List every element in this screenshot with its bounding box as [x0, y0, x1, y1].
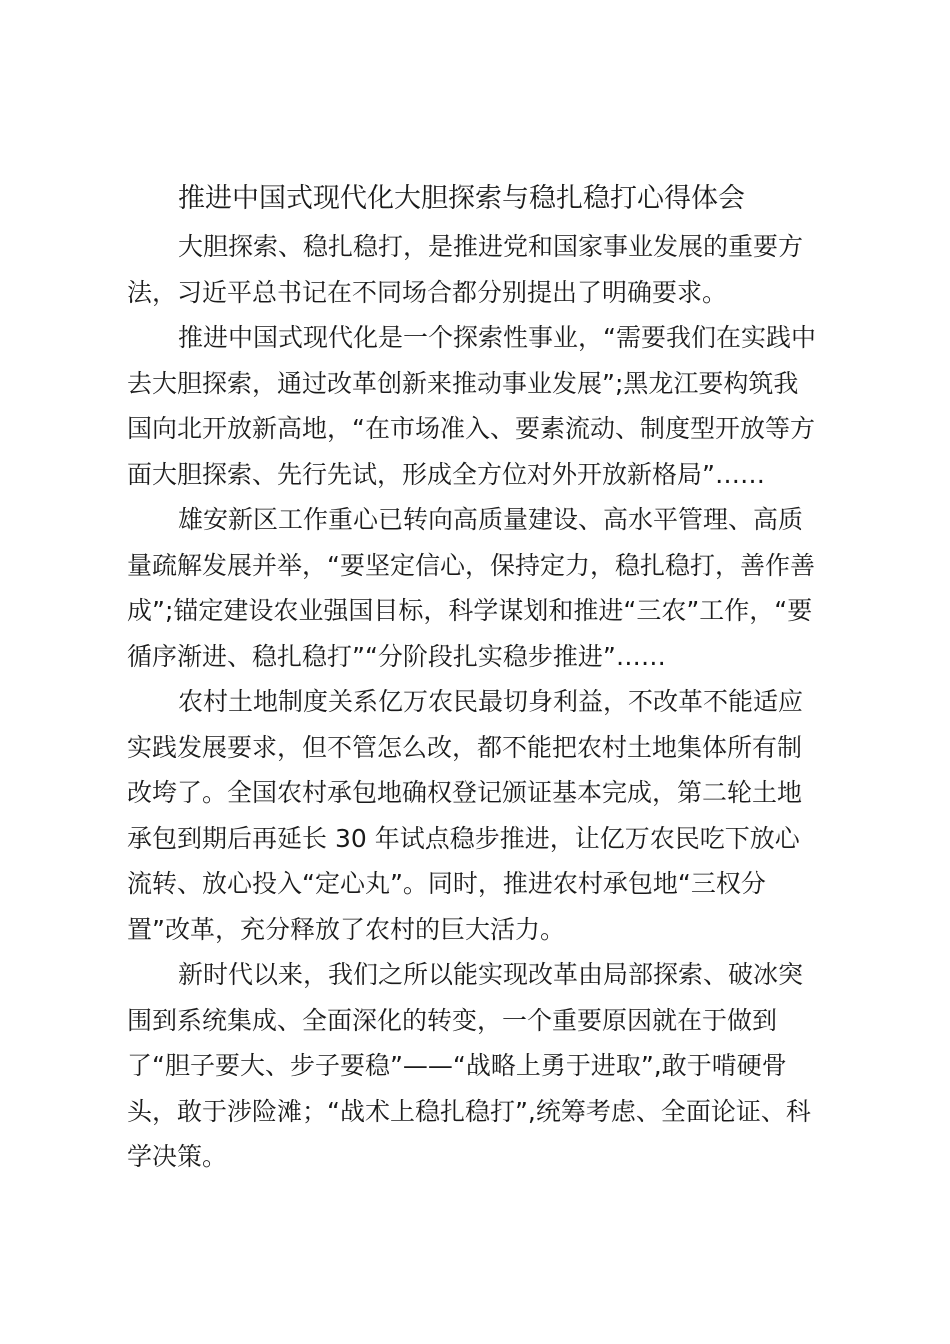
paragraph-line: 推进中国式现代化是一个探索性事业，“需要我们在实践中: [178, 323, 816, 352]
paragraph-1: [127, 224, 832, 315]
paragraph-4: [127, 679, 832, 952]
paragraph-line: 新时代以来，我们之所以能实现改革由局部探索、破冰突: [178, 960, 804, 989]
paragraph-line: 围到系统集成、全面深化的转变，一个重要原因就在于做到: [127, 1005, 778, 1035]
paragraph-line: 大胆探索、稳扎稳打，是推进党和国家事业发展的重要方: [178, 232, 804, 261]
paragraph-line: 置”改革，充分释放了农村的巨大活力。: [127, 914, 565, 944]
paragraph-3: [127, 497, 832, 679]
paragraph-line: 国向北开放新高地，“在市场准入、要素流动、制度型开放等方: [127, 414, 815, 443]
paragraph-line: 雄安新区工作重心已转向高质量建设、高水平管理、高质: [178, 505, 804, 534]
paragraph-line: 流转、放心投入“定心丸”。同时，推进农村承包地“三权分: [127, 869, 766, 898]
paragraph-line: 承包到期后再延长 30 年试点稳步推进，让亿万农民吃下放心: [127, 823, 800, 853]
paragraph-line: 实践发展要求，但不管怎么改，都不能把农村土地集体所有制: [127, 732, 803, 762]
document-body: [127, 224, 832, 1180]
paragraph-line: 去大胆探索，通过改革创新来推动事业发展”;黑龙江要构筑我: [127, 368, 799, 398]
paragraph-line: 头，敢于涉险滩；“战术上稳扎稳打”,统筹考虑、全面论证、科: [127, 1096, 811, 1126]
paragraph-line: 法，习近平总书记在不同场合都分别提出了明确要求。: [127, 277, 728, 307]
paragraph-line: 改垮了。全国农村承包地确权登记颁证基本完成，第二轮土地: [127, 778, 803, 807]
paragraph-line: 量疏解发展并举，“要坚定信心，保持定力，稳扎稳打，善作善: [127, 550, 815, 580]
paragraph-2: [127, 315, 832, 497]
paragraph-line: 面大胆探索、先行先试，形成全方位对外开放新格局”……: [127, 459, 765, 489]
paragraph-line: 循序渐进、稳扎稳打”“分阶段扎实稳步推进”……: [127, 641, 666, 671]
paragraph-5: [127, 952, 832, 1180]
document-title: 推进中国式现代化大胆探索与稳扎稳打心得体会: [178, 183, 745, 214]
paragraph-line: 成”;锚定建设农业强国目标，科学谋划和推进“三农”工作，“要: [127, 596, 813, 625]
paragraph-line: 农村土地制度关系亿万农民最切身利益，不改革不能适应: [178, 687, 804, 716]
paragraph-line: 学决策。: [127, 1142, 228, 1171]
paragraph-line: 了“胆子要大、步子要稳”——“战略上勇于进取”,敢于啃硬骨: [127, 1051, 787, 1080]
